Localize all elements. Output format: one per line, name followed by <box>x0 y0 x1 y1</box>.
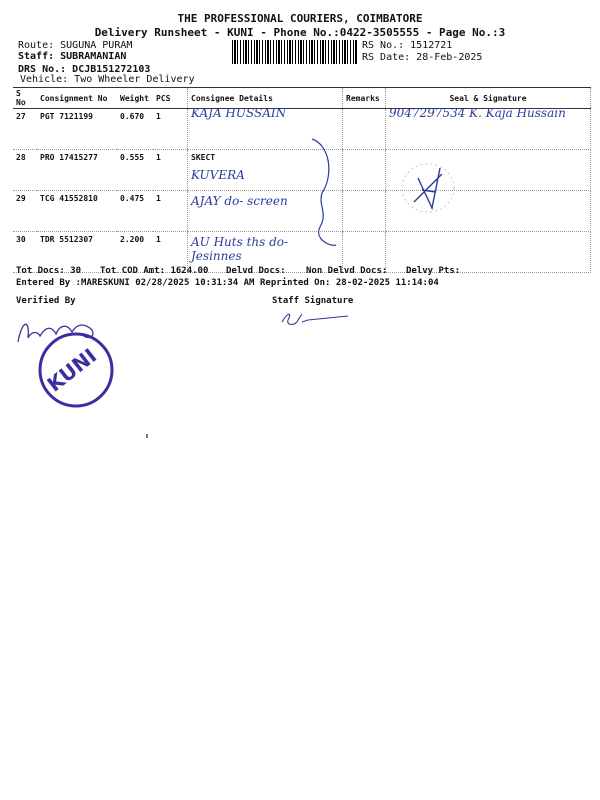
col-sno: S No <box>13 88 37 109</box>
col-consignee: Consignee Details <box>188 88 343 109</box>
drs-number: DRS No.: DCJB151272103 <box>18 64 151 75</box>
row-consignment: PGT 7121199 <box>37 109 117 150</box>
vehicle-type: Vehicle: Two Wheeler Delivery <box>20 74 195 85</box>
row-sno: 28 <box>13 150 37 191</box>
stray-mark <box>146 434 148 438</box>
row-weight: 0.670 <box>117 109 153 150</box>
barcode <box>232 40 357 64</box>
staff-signature-label: Staff Signature <box>272 296 354 306</box>
seal-scribble <box>384 148 464 228</box>
row-weight: 0.475 <box>117 191 153 232</box>
col-remarks: Remarks <box>343 88 386 109</box>
handwritten-name: AJAY do- screen <box>191 194 288 208</box>
col-consignment: Consignment No <box>37 88 117 109</box>
tot-cod: Tot COD Amt: 1624.00 <box>100 266 209 276</box>
row-pcs: 1 <box>153 191 188 232</box>
company-title: THE PROFESSIONAL COURIERS, COIMBATORE <box>177 12 423 25</box>
staff-signature <box>278 306 368 330</box>
row-consignment: TDR 5512307 <box>37 232 117 273</box>
row-details: SKECT <box>191 153 216 162</box>
handwritten-name: KAJA HUSSAIN <box>191 106 287 120</box>
rs-number: RS No.: 1512721 <box>362 40 453 51</box>
row-remarks <box>343 109 386 150</box>
handwritten-name: KUVERA <box>191 168 245 182</box>
signature-note: 9047297534 K. Kaja Hussain <box>389 106 566 120</box>
row-signature <box>386 106 591 150</box>
handwritten-name: AU Huts ths do- Jesinnes <box>191 235 289 263</box>
reprinted-on: Reprinted On: 28-02-2025 11:14:04 <box>260 278 439 288</box>
bracket-scribble <box>300 135 340 255</box>
row-consignment: PRO 17415277 <box>37 150 117 191</box>
row-remarks <box>343 150 386 191</box>
col-pcs: PCS <box>153 88 188 109</box>
row-sno: 29 <box>13 191 37 232</box>
row-pcs: 1 <box>153 150 188 191</box>
delvd-docs: Delvd Docs: <box>226 266 286 276</box>
tot-docs: Tot Docs: 30 <box>16 266 82 276</box>
row-sno: 27 <box>13 109 37 150</box>
row-sno: 30 <box>13 232 37 273</box>
verified-by-label: Verified By <box>16 296 76 306</box>
col-signature: Seal & Signature <box>386 88 591 109</box>
row-remarks <box>343 191 386 232</box>
row-weight: 0.555 <box>117 150 153 191</box>
stamp-text: KUNI <box>42 343 102 397</box>
col-weight: Weight <box>117 88 153 109</box>
delvy-pts: Delvy Pts: <box>406 266 461 276</box>
non-delvd-docs: Non Delvd Docs: <box>306 266 388 276</box>
rs-date: RS Date: 28-Feb-2025 <box>362 52 483 63</box>
row-weight: 2.200 <box>117 232 153 273</box>
route-label: Route: SUGUNA PURAM <box>18 40 133 51</box>
entered-by: Entered By :MARESKUNI 02/28/2025 10:31:34 AM <box>16 278 255 288</box>
row-pcs: 1 <box>153 232 188 273</box>
row-pcs: 1 <box>153 109 188 150</box>
runsheet-subtitle: Delivery Runsheet - KUNI - Phone No.:0422-3505555 - Page No.:3 <box>94 26 506 39</box>
staff-label: Staff: SUBRAMANIAN <box>18 51 127 62</box>
row-consignment: TCG 41552810 <box>37 191 117 232</box>
